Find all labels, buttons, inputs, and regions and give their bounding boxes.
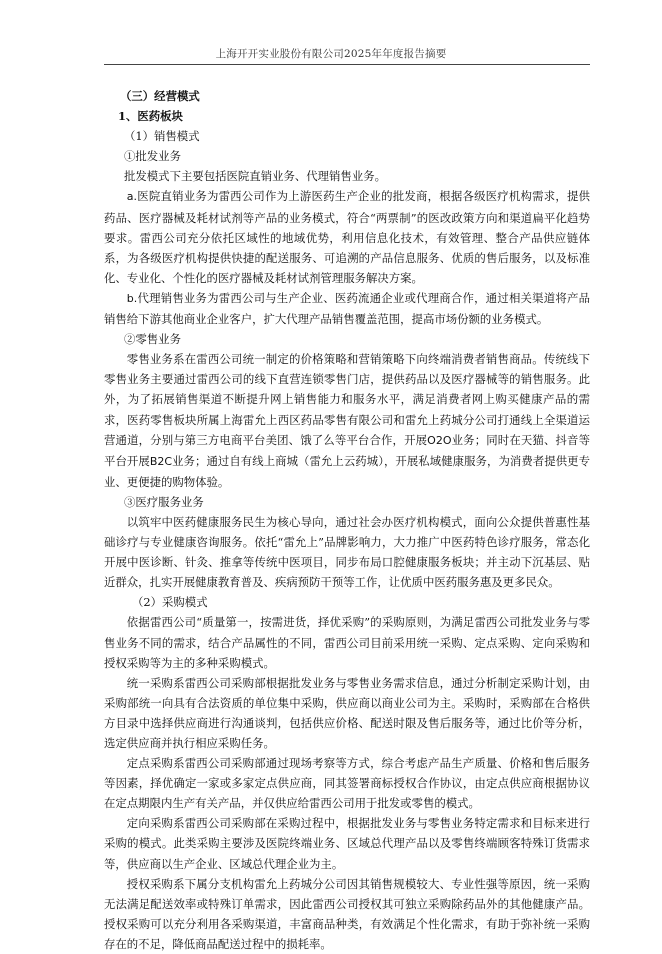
retail-heading: ②零售业务 xyxy=(124,332,181,347)
wholesale-paragraph-a xyxy=(104,186,590,287)
section-title: （三）经营模式 xyxy=(120,89,200,103)
medical-service-paragraph: 以筑牢中医药健康服务民生为核心导向，通过社会办医疗机构模式，面向公众提供普惠性基础诊疗与专业健康咨询服务。依托“雷允上”品牌影响力，大力推广中医药特色诊疗服务，常态化开展中医诊断、针灸、推拿等传统中医项目，同步布局口腔健康服务板块；并主动下沉基层、贴近群众，扎实开展健康教育普及、疾病预防干预等工作，让优质中医药服务惠及更多民众。 xyxy=(104,514,590,590)
medical-service-heading: ③医疗服务业务 xyxy=(124,494,204,509)
retail-text-3: 业务；通过自有线上商城（雷允上云药城），开展私域健康服务，为消费者提供更专业、更便捷的购物体验。 xyxy=(104,453,590,489)
wholesale-text-a: 医院直销业务为雷西公司作为上游医药生产企业的批发商，根据各级医疗机构需求，提供药品、医疗器械及耗材试剂等产品的业务模式，符合“两票制”的医改政策方向和渠道扁平化趋势要求。雷西公司充分依托区域性的地域优势，利用信息化技术，有效管理、整合产品供应链体系，为各级医疗机构提供快捷的配送服务、可追溯的产品信息服务、优质的售后服务，以及标准化、专业化、个性化的医疗器械及耗材试剂管理服务解决方案。 xyxy=(104,189,590,285)
wholesale-intro: 批发模式下主要包括医院直销业务、代理销售业务。 xyxy=(124,169,386,184)
sales-model-heading: （1）销售模式 xyxy=(124,129,200,144)
procurement-paragraph-5: 授权采购系下属分支机构雷允上药城分公司因其销售规模较大、专业性强等原因，统一采购无法满足配送效率或特殊订单需求，因此雷西公司授权其可独立采购除药品外的其他健康产品。授权采购可以充分利用各采购渠道，丰富商品种类，有效满足个性化需求，有助于弥补统一采购存在的不足，降低商品配送过程中的损耗率。 xyxy=(104,876,590,951)
retail-paragraph xyxy=(104,349,590,492)
procurement-paragraph-2: 统一采购系雷西公司采购部根据批发业务与零售业务需求信息，通过分析制定采购计划，由采购部统一向具有合法资质的单位集中采购，供应商以商业公司为主。采购时，采购部在合格供方目录中选择供应商进行沟通谈判，包括供应价格、配送时限及售后服务等，通过比价等分析，选定供应商并执行相应采购任务。 xyxy=(104,675,590,750)
retail-o2o-term: O2O xyxy=(427,433,452,447)
retail-text-1: 零售业务系在雷西公司统一制定的价格策略和营销策略下向终端消费者销售商品。传统线下零售业务主要通过雷西公司的线下直营连锁零售门店，提供药品以及医疗器械等的销售服务。此外，为了拓展销售渠道不断提升网上销售能力和服务水平，满足消费者网上购买健康产品的需求，医药零售板块所属上海雷允上西区药品零售有限公司和雷允上药城分公司打通线上全渠道运营通道，分别与第三方电商平台美团、饿了么等平台合作，开展 xyxy=(104,352,590,447)
procurement-model-heading: （2）采购模式 xyxy=(132,595,208,610)
procurement-paragraph-3: 定点采购系雷西公司采购部通过现场考察等方式，综合考虑产品生产质量、价格和售后服务等因素，择优确定一家或多家定点供应商，同其签署商标授权合作协议，由定点供应商根据协议在定点期限内生产有关产品，并仅供应给雷西公司用于批发或零售的模式。 xyxy=(104,756,590,811)
wholesale-text-b: 代理销售业务为雷西公司与生产企业、医药流通企业或代理商合作，通过相关渠道将产品销售给下游其他商业企业客户，扩大代理产品销售覆盖范围，提高市场份额的业务模式。 xyxy=(104,290,590,327)
item-marker-b: b. xyxy=(126,291,138,305)
header-rule xyxy=(104,64,590,65)
retail-text-2: 业务；同时在天猫、抖音等平台开展 xyxy=(104,432,590,468)
retail-b2c-term: B2C xyxy=(149,454,173,468)
section-subtitle: 1、医药板块 xyxy=(118,109,183,124)
wholesale-heading: ①批发业务 xyxy=(124,149,181,164)
wholesale-paragraph-b xyxy=(104,288,590,329)
item-marker-a: a. xyxy=(126,190,138,204)
procurement-paragraph-4: 定向采购系雷西公司采购部在采购过程中，根据批发业务与零售业务特定需求和目标来进行采购的模式。此类采购主要涉及医院终端业务、区域总代理产品以及零售终端顾客特殊订货需求等，供应商以生产企业、区域总代理企业为主。 xyxy=(104,816,590,871)
procurement-paragraph-1: 依据雷西公司“质量第一，按需进货，择优采购”的采购原则，为满足雷西公司批发业务与零售业务不同的需求，结合产品属性的不同，雷西公司目前采用统一采购、定点采购、定向采购和授权采购等为主的多种采购模式。 xyxy=(104,615,590,670)
page-header: 上海开开实业股份有限公司2025年年度报告摘要 xyxy=(215,48,447,60)
document-body xyxy=(104,86,590,954)
